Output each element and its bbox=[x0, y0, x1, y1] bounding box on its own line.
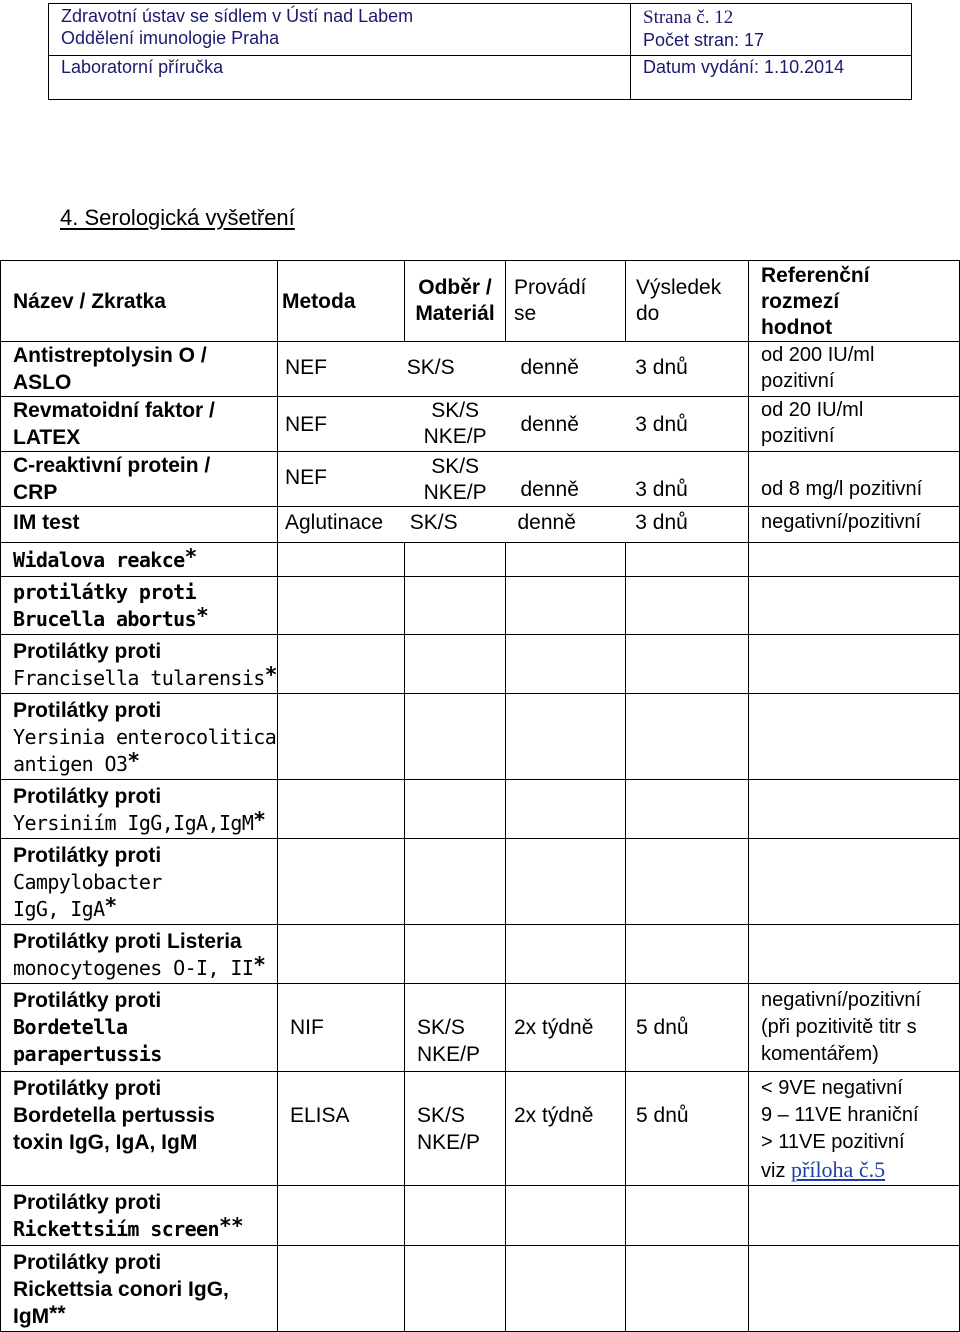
sample bbox=[405, 543, 506, 577]
reference bbox=[749, 780, 960, 839]
issue-date: Datum vydání: 1.10.2014 bbox=[643, 57, 845, 77]
table-row bbox=[1, 577, 960, 635]
document-header bbox=[48, 3, 912, 100]
col-header-result: Výsledek do bbox=[626, 261, 749, 342]
header-org-cell bbox=[49, 4, 631, 56]
table-row bbox=[1, 342, 960, 397]
reference bbox=[749, 635, 960, 694]
table-row bbox=[1, 543, 960, 577]
col-header-performed: Provádí se bbox=[506, 261, 626, 342]
table-row bbox=[1, 1072, 960, 1186]
frequency bbox=[506, 543, 626, 577]
method bbox=[278, 694, 405, 780]
result-time: 3 dnů bbox=[635, 355, 688, 379]
test-name: Protilátky proti Listeria monocytogenes O-I, II* bbox=[1, 925, 278, 984]
sample bbox=[405, 635, 506, 694]
frequency bbox=[506, 839, 626, 925]
method: NEF bbox=[285, 466, 327, 489]
test-name: Protilátky proti Campylobacter IgG, IgA* bbox=[1, 839, 278, 925]
sample: SK/S NKE/P bbox=[405, 1072, 506, 1186]
table-row bbox=[1, 925, 960, 984]
frequency: denně bbox=[517, 511, 576, 534]
col-header-name: Název / Zkratka bbox=[1, 261, 278, 342]
method: NEF bbox=[285, 355, 327, 379]
test-name: Revmatoidní faktor / LATEX bbox=[1, 397, 278, 452]
table-header-row bbox=[1, 261, 960, 342]
frequency bbox=[506, 694, 626, 780]
test-name: IM test bbox=[1, 507, 278, 543]
test-name: Protilátky proti Yersiniím IgG,IgA,IgM* bbox=[1, 780, 278, 839]
frequency bbox=[506, 1246, 626, 1332]
result-time: 3 dnů bbox=[635, 511, 688, 534]
sample: SK/S NKE/P bbox=[423, 399, 487, 448]
frequency bbox=[506, 1186, 626, 1246]
test-name: Widalova reakce* bbox=[1, 543, 278, 577]
method: ELISA bbox=[278, 1072, 405, 1186]
result-time bbox=[626, 694, 749, 780]
sample bbox=[405, 1246, 506, 1332]
org-line-1: Zdravotní ústav se sídlem v Ústí nad Labem bbox=[61, 6, 414, 26]
result-time bbox=[626, 1186, 749, 1246]
result-time bbox=[626, 577, 749, 635]
table-row bbox=[1, 694, 960, 780]
sample: SK/S bbox=[406, 355, 455, 379]
table-row bbox=[1, 780, 960, 839]
method-block bbox=[278, 342, 749, 397]
method bbox=[278, 780, 405, 839]
method bbox=[278, 1246, 405, 1332]
test-name: protilátky proti Brucella abortus* bbox=[1, 577, 278, 635]
method: NIF bbox=[278, 984, 405, 1072]
reference: negativní/pozitivní bbox=[749, 507, 960, 543]
result-time: 5 dnů bbox=[626, 1072, 749, 1186]
test-name: Antistreptolysin O / ASLO bbox=[1, 342, 278, 397]
test-name: Protilátky proti Bordetella parapertussis bbox=[1, 984, 278, 1072]
reference bbox=[749, 925, 960, 984]
table-row bbox=[1, 397, 960, 452]
col-header-reference: Referenční rozmezí hodnot bbox=[749, 261, 960, 342]
sample bbox=[405, 577, 506, 635]
frequency bbox=[506, 780, 626, 839]
reference bbox=[749, 577, 960, 635]
method-block bbox=[278, 397, 749, 452]
header-doc-cell bbox=[49, 56, 631, 100]
frequency bbox=[506, 577, 626, 635]
appendix-link[interactable]: příloha č.5 bbox=[791, 1157, 886, 1182]
reference: od 20 IU/ml pozitivní bbox=[749, 397, 960, 452]
test-name: Protilátky proti Rickettsia conori IgG, IgM** bbox=[1, 1246, 278, 1332]
reference bbox=[749, 694, 960, 780]
result-time bbox=[626, 925, 749, 984]
frequency: 2x týdně bbox=[506, 1072, 626, 1186]
table-row bbox=[1, 1186, 960, 1246]
page-number: Strana č. 12 bbox=[643, 7, 734, 28]
test-name: Protilátky proti Francisella tularensis* bbox=[1, 635, 278, 694]
section-title: 4. Serologická vyšetření bbox=[60, 205, 295, 230]
result-time: 3 dnů bbox=[635, 412, 688, 436]
table-row bbox=[1, 1246, 960, 1332]
frequency bbox=[506, 635, 626, 694]
result-time bbox=[626, 1246, 749, 1332]
sample: SK/S bbox=[409, 511, 458, 534]
page-count: Počet stran: 17 bbox=[643, 30, 765, 50]
reference bbox=[749, 839, 960, 925]
table-row bbox=[1, 635, 960, 694]
org-line-2: Oddělení imunologie Praha bbox=[61, 28, 280, 48]
test-name: C-reaktivní protein / CRP bbox=[1, 452, 278, 507]
method: NEF bbox=[285, 412, 327, 436]
frequency bbox=[506, 925, 626, 984]
reference: < 9VE negativní 9 – 11VE hraniční > 11VE pozitivní viz příloha č.5 bbox=[749, 1072, 960, 1186]
reference: od 200 IU/ml pozitivní bbox=[749, 342, 960, 397]
frequency: denně bbox=[520, 478, 579, 501]
table-row bbox=[1, 452, 960, 507]
method-block bbox=[278, 452, 749, 507]
reference bbox=[749, 1186, 960, 1246]
serology-table bbox=[0, 260, 960, 1332]
header-date-cell bbox=[631, 56, 912, 100]
method bbox=[278, 839, 405, 925]
result-time bbox=[626, 543, 749, 577]
result-time: 3 dnů bbox=[635, 478, 688, 501]
col-header-method: Metoda bbox=[278, 261, 405, 342]
header-page-cell bbox=[631, 4, 912, 56]
sample bbox=[405, 694, 506, 780]
sample bbox=[405, 780, 506, 839]
method bbox=[278, 543, 405, 577]
result-time bbox=[626, 780, 749, 839]
document-name: Laboratorní příručka bbox=[61, 57, 224, 77]
method bbox=[278, 635, 405, 694]
table-row bbox=[1, 984, 960, 1072]
sample bbox=[405, 925, 506, 984]
test-name: Protilátky proti Yersinia enterocolitica antigen O3* bbox=[1, 694, 278, 780]
frequency: denně bbox=[520, 412, 579, 436]
method-block bbox=[278, 507, 749, 543]
reference: od 8 mg/l pozitivní bbox=[749, 452, 960, 507]
result-time bbox=[626, 635, 749, 694]
method bbox=[278, 925, 405, 984]
sample bbox=[405, 1186, 506, 1246]
method: Aglutinace bbox=[285, 511, 384, 534]
table-row bbox=[1, 507, 960, 543]
reference bbox=[749, 1246, 960, 1332]
method bbox=[278, 1186, 405, 1246]
reference: negativní/pozitivní (při pozitivitě titr s komentářem) bbox=[749, 984, 960, 1072]
result-time bbox=[626, 839, 749, 925]
frequency: denně bbox=[520, 355, 579, 379]
col-header-sample: Odběr / Materiál bbox=[405, 261, 506, 342]
test-name: Protilátky proti Rickettsiím screen** bbox=[1, 1186, 278, 1246]
sample: SK/S NKE/P bbox=[405, 984, 506, 1072]
frequency: 2x týdně bbox=[506, 984, 626, 1072]
result-time: 5 dnů bbox=[626, 984, 749, 1072]
method bbox=[278, 577, 405, 635]
table-row bbox=[1, 839, 960, 925]
sample bbox=[405, 839, 506, 925]
sample: SK/S NKE/P bbox=[423, 455, 487, 504]
reference bbox=[749, 543, 960, 577]
test-name: Protilátky proti Bordetella pertussis toxin IgG, IgA, IgM bbox=[1, 1072, 278, 1186]
